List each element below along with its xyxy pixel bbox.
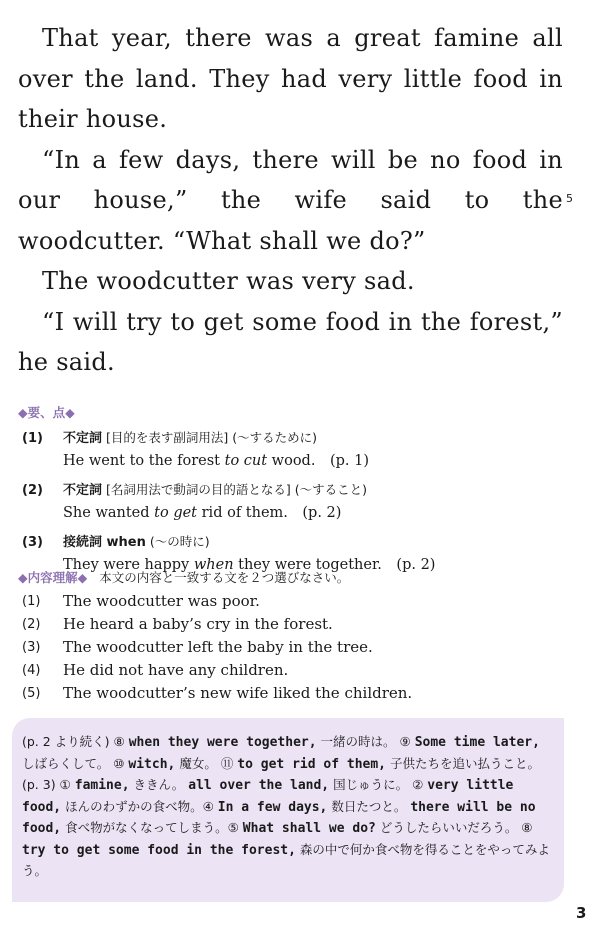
page-number: 3 (576, 904, 587, 922)
story-text (18, 18, 563, 383)
glossary-term: Some time later, (414, 735, 540, 750)
glossary-gloss: (p. 3) ① (22, 777, 75, 792)
comprehension-instruction: 本文の内容と一致する文を２つ選びなさい。 (99, 570, 350, 585)
glossary-gloss: 森の中で何か食べ物を得ることをやってみよう。 (22, 841, 550, 878)
point-example: They were happy when they were together. (p. 2) (63, 557, 436, 573)
glossary-term: very little food, (22, 778, 514, 815)
point-note: [名詞用法で動詞の目的語となる] (〜すること) (106, 482, 367, 497)
glossary-text (22, 732, 554, 882)
list-item: (2) He heard a baby’s cry in the forest. (22, 615, 333, 633)
glossary-term: when they were together, (128, 735, 317, 750)
glossary-gloss: 一緒の時は。 ⑨ (316, 734, 415, 749)
glossary-term: there will be no food, (22, 799, 536, 836)
glossary-gloss: (p. 2 より続く) ⑧ (22, 734, 129, 749)
point-example: He went to the forest to cut wood. (p. 1) (63, 453, 369, 469)
glossary-gloss: 子供たちを追い払うこと。 (386, 755, 540, 771)
point-number: (1) (22, 431, 43, 446)
glossary-term: try to get some food in the forest, (22, 842, 296, 858)
glossary-gloss: ききん。 (129, 777, 189, 792)
story-paragraph: “In a few days, there will be no food in our house,” the wife said to the woodcutter. “What shall we do?” (18, 145, 563, 255)
glossary-term: famine, (74, 778, 130, 793)
glossary-gloss: しばらくして。 ⑩ (22, 755, 129, 771)
glossary-gloss: どうしたらいいだろう。 ⑧ (375, 820, 533, 835)
line-number: 5 (566, 192, 573, 205)
point-keyword: 不定詞 (63, 483, 103, 498)
glossary-term: In a few days, (217, 799, 328, 815)
list-item: (5) The woodcutter’s new wife liked the children. (22, 684, 413, 702)
glossary-term: all over the land, (188, 778, 330, 793)
point-note: (〜の時に) (149, 534, 210, 549)
glossary-gloss: 数日たつと。 (327, 798, 411, 814)
point-keyword: 接続詞 when (63, 535, 146, 550)
comprehension-heading: ◆内容理解◆ 本文の内容と一致する文を２つ選びなさい。 (18, 570, 350, 585)
points-heading: ◆要、点◆ (18, 405, 75, 420)
point-note: [目的を表す副詞用法] (〜するために) (106, 430, 317, 445)
glossary-gloss: 魔女。 ⑪ (175, 755, 238, 771)
comprehension-list (22, 590, 562, 705)
grammar-point (22, 479, 562, 525)
point-example: She wanted to get rid of them. (p. 2) (63, 505, 342, 521)
glossary-gloss: ほんのわずかの食べ物。④ (61, 798, 218, 814)
glossary-term: to get rid of them, (237, 756, 387, 772)
glossary-box (12, 718, 564, 902)
list-item: (3) The woodcutter left the baby in the tree. (22, 638, 373, 656)
point-keyword: 不定詞 (63, 431, 103, 446)
point-number: (3) (22, 535, 43, 550)
glossary-term: What shall we do? (242, 821, 376, 836)
grammar-point (22, 427, 562, 473)
grammar-points (22, 427, 562, 583)
point-number: (2) (22, 483, 43, 498)
glossary-term: witch, (128, 756, 176, 772)
list-item: (4) He did not have any children. (22, 661, 289, 679)
glossary-gloss: 食べ物がなくなってしまう。⑤ (61, 820, 243, 835)
story-paragraph: “I will try to get some food in the forest,” he said. (18, 307, 563, 376)
story-paragraph: That year, there was a great famine all over the land. They had very little food in their house. (18, 24, 563, 133)
glossary-gloss: 国じゅうに。 ② (329, 777, 428, 792)
story-paragraph: The woodcutter was very sad. (42, 267, 415, 295)
list-item: (1) The woodcutter was poor. (22, 592, 260, 610)
